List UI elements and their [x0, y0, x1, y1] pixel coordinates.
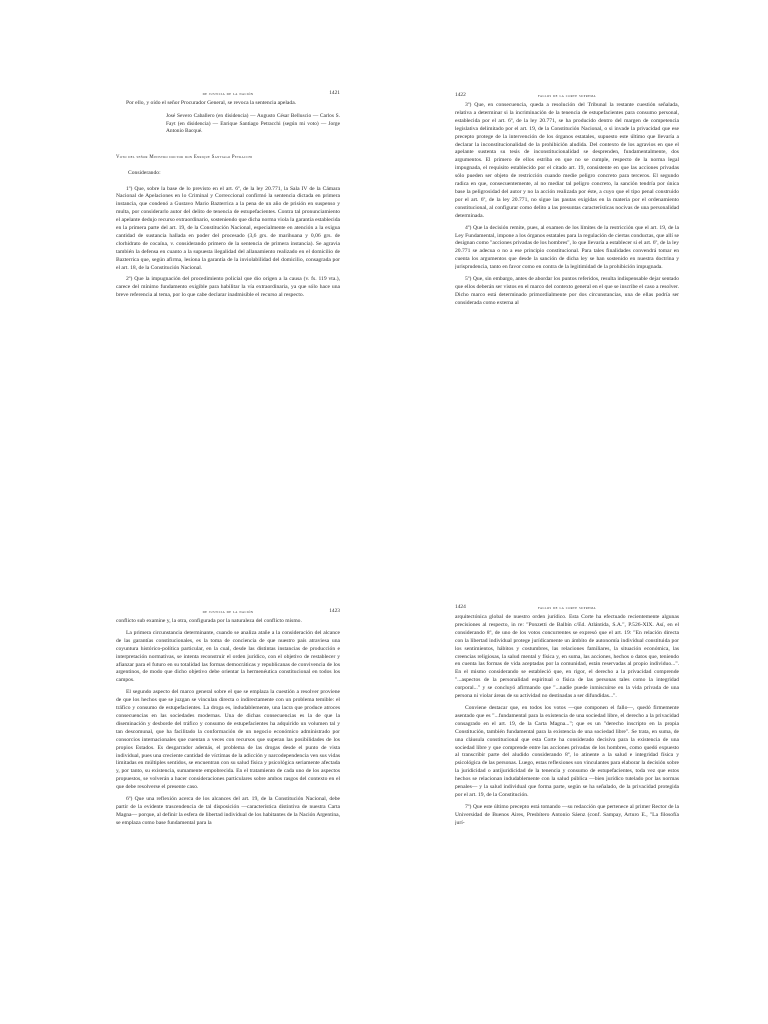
running-header: de justicia de la nación	[202, 91, 254, 96]
paragraph: La primera circunstancia determinante, cuando se analiza atañe a la consideración del alcance de las garantías constitucionales, es la toma de conciencia de que nuestro país atraviesa una coyuntura histórico-política particular, en la cual, desde las distintas instancias de producción e interpretación normativas, se intenta reconstruir el orden jurídico, con el objetivo de restablecer y afianzar para el futuro en su totalidad las formas democráticas y republicanas de convivencia de los argentinos, de modo que dicho objetivo debe orientar la hermenéutica constitucional en todos los campos.	[116, 629, 340, 684]
paragraph: 1º) Que, sobre la base de lo previsto en el art. 6º, de la ley 20.771, la Sala IV de la Cámara Nacional de Apelaciones en lo Criminal y Correccional confirmó la sentencia dictada en primera instancia, que condenó a Gustavo Mario Bazterrica a la pena de un año de prisión en suspenso y multa, por considerarlo autor del delito de tenencia de estupefacientes. Contra tal pronunciamiento el apelante dedujo recurso extraordinario, sosteniendo que dicha norma viola la garantía establecida en la primera parte del art. 19, de la Constitución Nacional, especialmente en atención a la exigua cantidad de sustancia hallada en poder del procesado (3,6 grs. de marihuana y 0,06 grs. de clorhidrato de cocaína, v. considerando primero de la sentencia de primera instancia). Se agravia también la defensa en cuanto a la supuesta ilegalidad del allanamiento realizado en el domicilio de Bazterrica que, según afirma, lesiona la garantía de la inviolabilidad del domicilio, consagrada por el art. 18, de la Constitución Nacional.	[116, 185, 340, 271]
paragraph: 7º) Que este último precepto está tomando —su redacción que pertenece al primer Rector de la Universidad de Buenos Aires, Presbítero Antonio Sáenz (conf. Sampay, Arturo E., "La filosofía jurí-	[455, 803, 679, 826]
vote-heading: Voto del señor Ministro doctor don Enrique Santiago Petracchi	[116, 154, 253, 160]
page-header	[116, 608, 340, 618]
page-number: 1423	[329, 608, 340, 614]
paragraph: 2º) Que la impugnación del procedimiento policial que dio origen a la causa (v. fs. 119 vta.), carece del mínimo fundamento exigible para habilitar la vía extraordinaria, ya que sólo hace una breve referencia al tema, por lo que cabe declarar inadmisible el recurso al respecto.	[116, 276, 340, 299]
considerando-heading: Considerando:	[128, 169, 161, 176]
paragraph: 4º) Que la decisión remite, pues, al examen de los límites de la restricción que el art. 19, de la Ley Fundamental, impone a los órganos estatales para la regulación de ciertas conductas, que allí se designan como "acciones privadas de los hombres", lo que llevaría a establecer si el art. 6º, de la ley 20.771 se adecua o no a ese principio constitucional. Para tales finalidades convendrá tomar en cuenta los argumentos que desde la sanción de dicha ley se han sostenido en nuestra doctrina y jurisprudencia, tanto en favor como en contra de la legitimidad de la prohibición impugnada.	[455, 224, 679, 271]
paragraph: arquitectónica global de nuestro orden jurídico. Esta Corte ha efectuado recientemente algunas precisiones al respecto, in re: "Ponzetti de Balbín c/Ed. Atlántida, S.A.", P.526-XIX. Así, en el considerando 8º, de uno de los votos concurrentes se expresó que el art. 19: "En relación directa con la libertad individual protege jurídicamente un ámbito de autonomía individual constituida por los sentimientos, hábitos y costumbres, las relaciones familiares, la situación económica, las creencias religiosas, la salud mental y física y, en suma, las acciones, hechos o datos que, teniendo en cuenta las formas de vida aceptadas por la comunidad, están reservadas al propio individuo...". En el mismo considerando se estableció que, en rigor, el derecho a la privacidad comprende "...aspectos de la personalidad espiritual o física de las personas tales como la integridad corporal..." y se concluyó afirmando que "...nadie puede inmiscuirse en la vida privada de una persona ni violar áreas de su actividad no destinadas a ser difundidas...".	[455, 614, 679, 700]
paragraph: 3º) Que, en consecuencia, queda a resolución del Tribunal la restante cuestión señalada, relativa a determinar si la incriminación de la tenencia de estupefacientes para consumo personal, establecida por el art. 6º, de la ley 20.771, se ha producido dentro del margen de competencia legislativa delimitado por el art. 19, de la Constitución Nacional, o si invade la privacidad que ese precepto protege de la intervención de los órganos estatales, supuesto este último que llevaría a declarar la inconstitucionalidad de la prohibición aludida. Del contexto de los agravios en que el apelante sustenta su tesis de inconstitucionalidad se desprenden, fundamentalmente, dos argumentos. El primero de ellos estriba en que no se cumple, respecto de la norma legal impugnada, el requisito establecido por el citado art. 19, consistente en que las acciones privadas sólo pueden ser objeto de restricción cuando medie peligro concreto para terceros. El segundo radica en que, consecuentemente, al no mediar tal peligro concreto, la sanción tendría por única base la peligrosidad del autor y no la acción realizada por éste, a cuyo que el tipo penal construido por el art. 6º, de la ley 20.771, no sigue las pautas exigidas en la materia por el ordenamiento constitucional, al configurar como delito a las presuntas características nocivas de una personalidad determinada.	[455, 102, 679, 219]
paragraph: El segundo aspecto del marco general sobre el que se emplaza la cuestión a resolver proviene de que los hechos que se juzgan se vinculan directa o indirectamente con un problema temible: el tráfico y consumo de estupefacientes. La droga es, indudablemente, una lacra que produce atroces consecuencias en las sociedades modernas. Una de dichas consecuencias es la de que la diseminación y desborde del tráfico y consumo de estupefacientes ha adquirido un volumen tal y tan descomunal, que ha facilitado la conformación de un negocio económico administrado por consorcios internacionales que cuentan a veces con recursos que superan las posibilidades de los propios Estados. Es desgarrador además, el problema de las drogas desde el punto de vista individual, pues una creciente cantidad de víctimas de la adicción y narcodependencia ven sus vidas limitadas en múltiples sentidos, se encuentran con su salud física y psicológica seriamente afectada y, por tanto, su existencia, sumamente empobrecida. En el tratamiento de cada uno de los aspectos propuestos, se volverán a hacer consideraciones particulares sobre ambos rasgos del contexto en el que debe resolverse el presente caso.	[116, 689, 340, 791]
paragraph: 5º) Que, sin embargo, antes de abordar los puntos referidos, resulta indispensable dejar sentado que ellos deberán ser vistos en el marco del contexto general en el que se inscribe el caso a resolver. Dicho marco está determinado primordialmente por dos circunstancias, una de ellas podría ser considerada como externa al	[455, 276, 679, 306]
page-number: 1422	[455, 92, 466, 98]
paragraph: Por ello, y oído el señor Procurador General, se revoca la sentencia apelada.	[126, 100, 297, 106]
page-1423	[116, 608, 340, 832]
page-header	[455, 604, 679, 614]
page-1422	[455, 92, 679, 312]
running-header: fallos de la corte suprema	[538, 605, 596, 610]
page-number: 1421	[329, 90, 340, 96]
page-header	[116, 90, 340, 100]
running-header: de justicia de la nación	[202, 609, 254, 614]
running-header: fallos de la corte suprema	[538, 93, 596, 98]
paragraph: 6º) Que una reflexión acerca de los alcances del art. 19, de la Constitución Nacional, debe partir de la evidente trascendencia de tal disposición —característica distintiva de nuestra Carta Magna— porque, al definir la esfera de libertad individual de los habitantes de la Nación Argentina, se emplaza como base fundamental para la	[116, 796, 340, 826]
signatures: José Severo Caballero (en disidencia) — Augusto César Belluscio — Carlos S. Fayt (en disidencia) — Enrique Santiago Petracchi (según mi voto) — Jorge Antonio Bacqué.	[166, 112, 340, 135]
page-1421	[116, 90, 340, 304]
page-1424	[455, 604, 679, 832]
paragraph: Conviene destacar que, en todos los votos —que componen el fallo—, quedó firmemente asentado que es "...fundamental para la existencia de una sociedad libre, el derecho a la privacidad consagrado en el art. 19, de la Carta Magna..."; que es un "derecho inscripto en la propia Constitución, también fundamental para la existencia de una sociedad libre". Se trata, en suma, de una cláusula constitucional que esta Corte ha considerado decisiva para la existencia de una sociedad libre y que comprende entre las acciones privadas de los hombres, como quedó expuesto al transcribir parte del aludido considerando 8º, lo atinente a la salud e integridad física y psicológica de las personas. Luego, estas reflexiones son vinculantes para elaborar la decisión sobre la juridicidad o antijuridicidad de la tenencia y consumo de estupefacientes, toda vez que estos hechos se relacionan indudablemente con la salud pública —bien jurídico tutelado por las normas penales— y la salud individual que forma parte, según se ha señalado, de la privacidad protegida por el art. 19, de la Constitución.	[455, 704, 679, 798]
paragraph: conflicto sub examine y, la otra, configurada por la naturaleza del conflicto mismo.	[116, 618, 302, 624]
page-header	[455, 92, 679, 102]
page-number: 1424	[455, 604, 466, 610]
